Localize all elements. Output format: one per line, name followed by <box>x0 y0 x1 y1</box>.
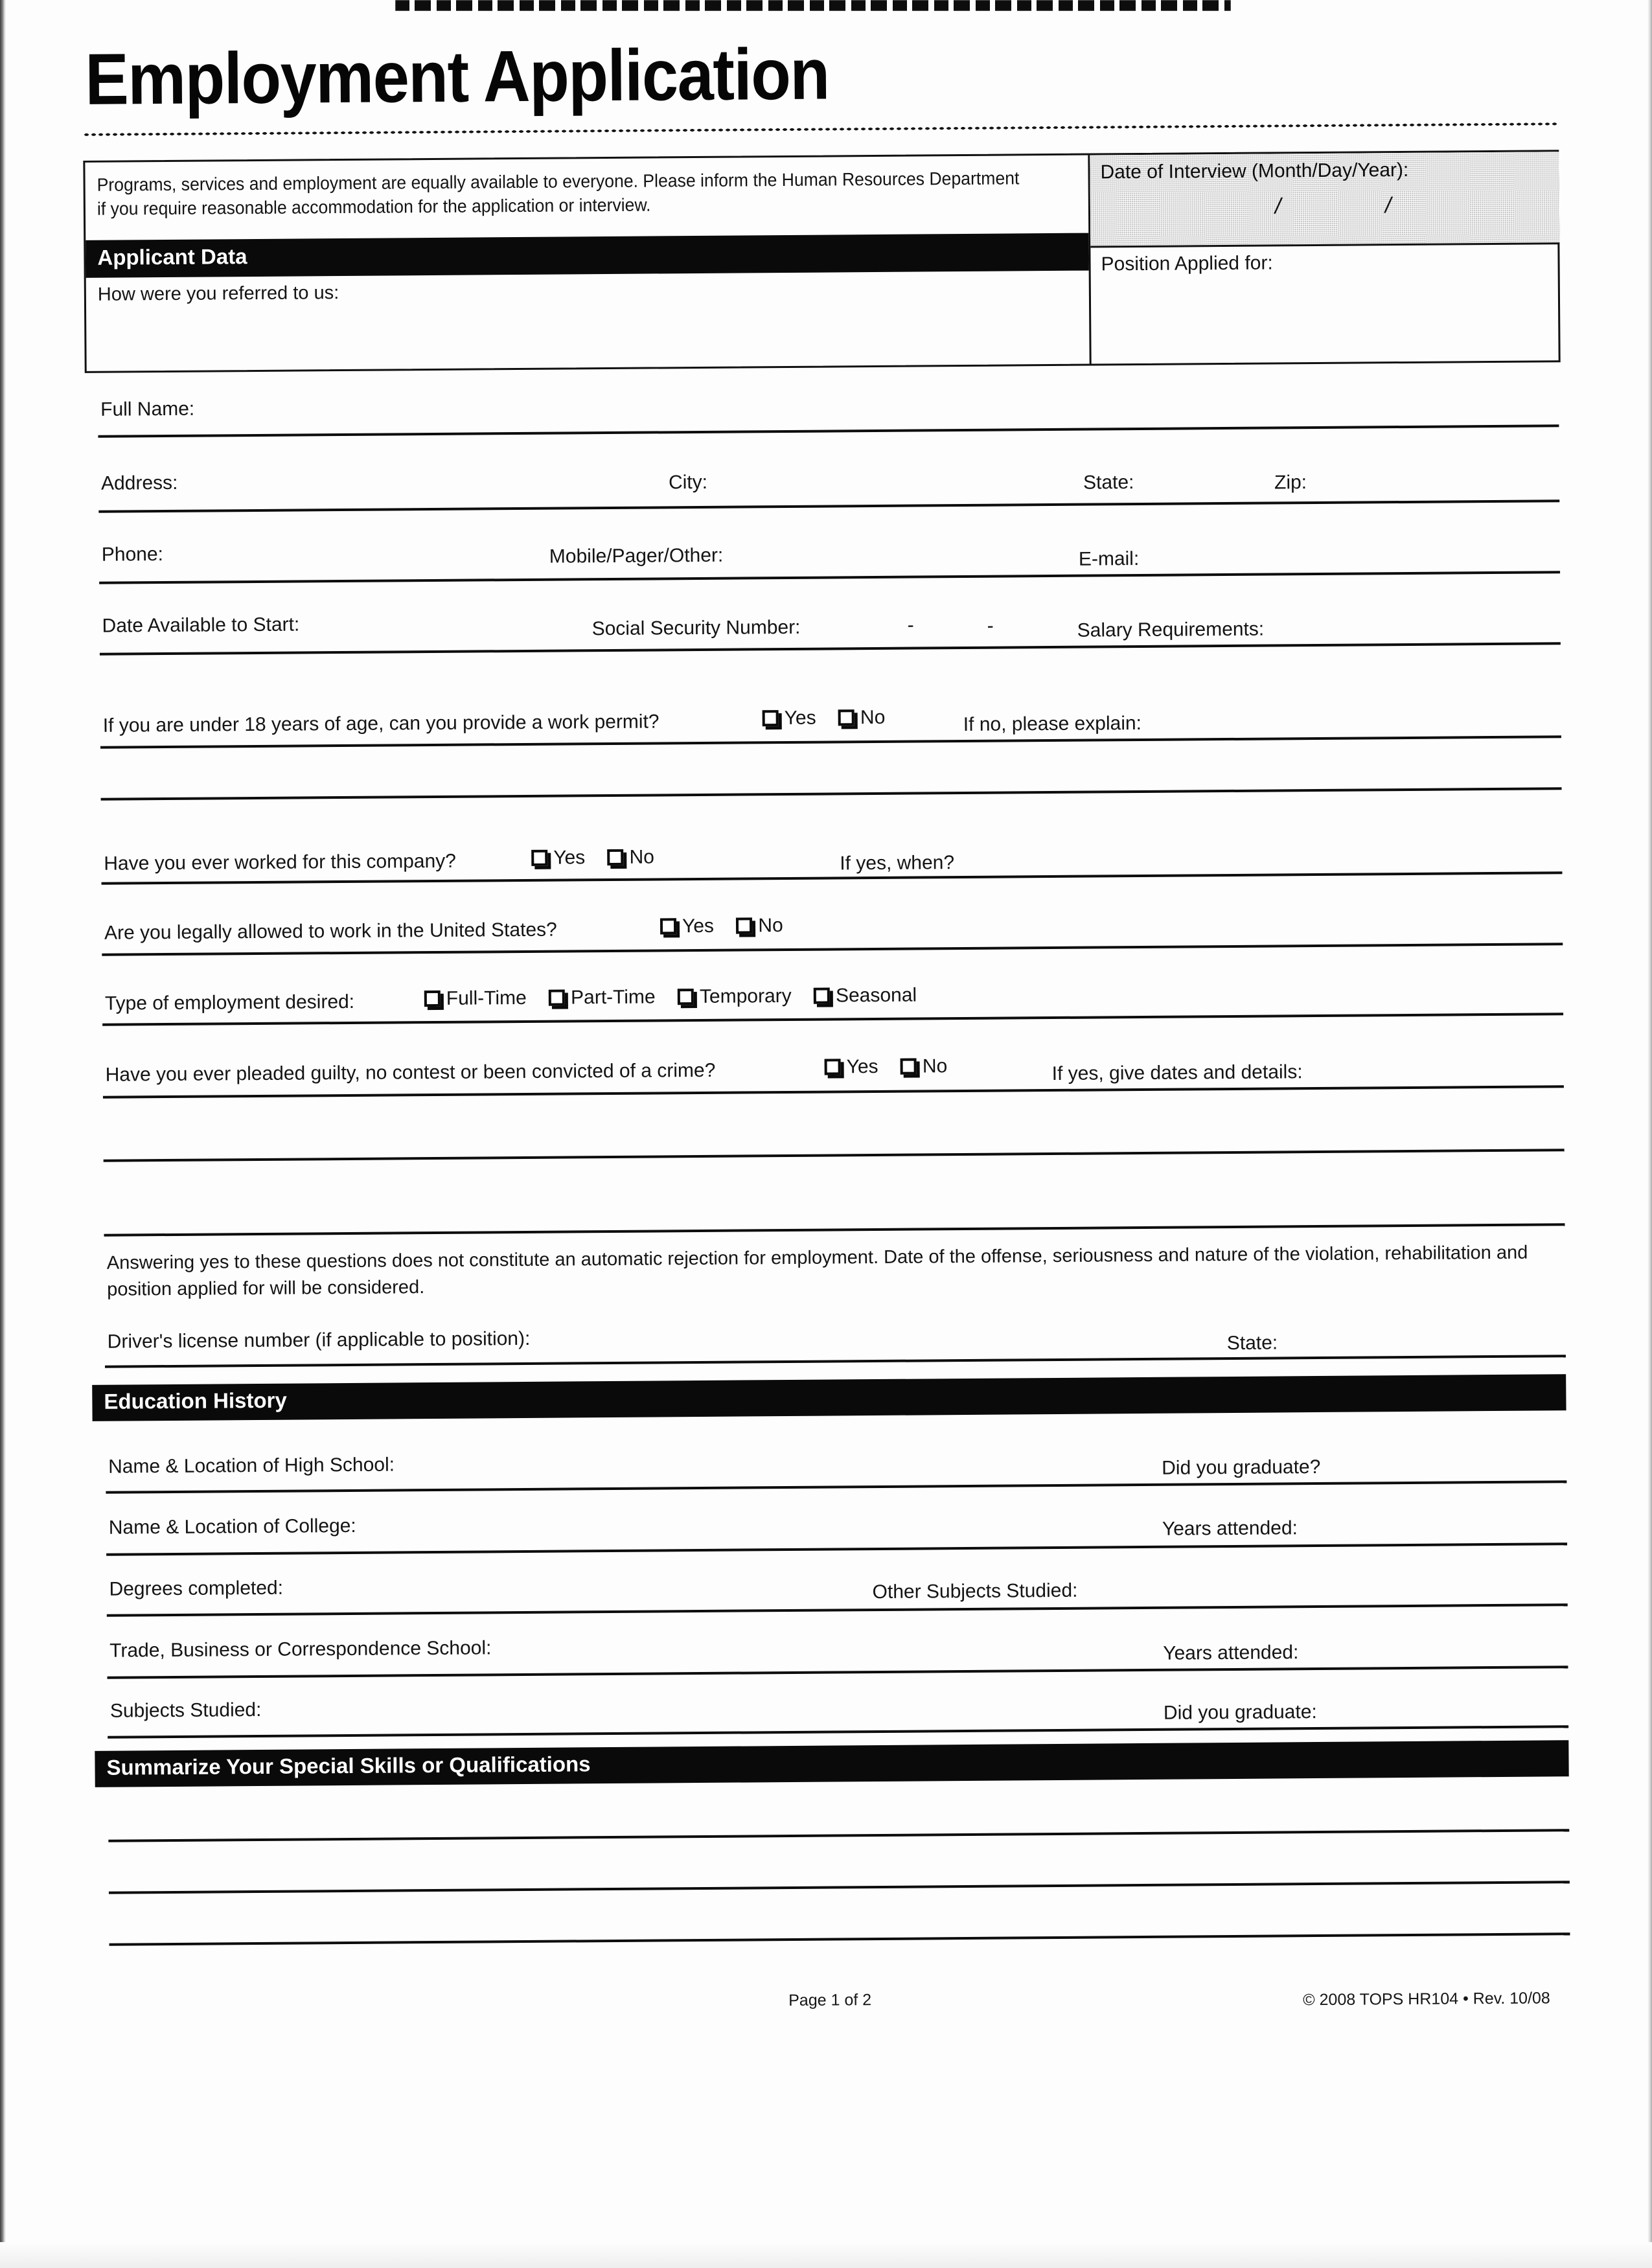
criminal-record-input-3[interactable] <box>104 1223 1565 1237</box>
work-permit-explain-input-2[interactable] <box>101 787 1562 801</box>
checkbox-legally-allowed-no[interactable] <box>736 917 752 934</box>
employment-type-question: Type of employment desired: <box>104 991 355 1014</box>
position-applied-label: Position Applied for: <box>1101 252 1273 275</box>
full-name-input[interactable] <box>98 424 1559 438</box>
checkbox-worked-before-yes[interactable] <box>531 850 547 866</box>
ssn-dash-2: - <box>987 615 994 637</box>
legally-allowed-no-label: No <box>758 915 783 937</box>
city-label: City: <box>668 471 708 494</box>
seasonal-label: Seasonal <box>835 984 917 1007</box>
full-name-label: Full Name: <box>100 398 195 420</box>
applicant-data-box <box>83 150 1560 373</box>
worked-before-choices[interactable] <box>531 846 671 869</box>
scan-edge-artifact-left <box>0 0 6 2268</box>
eeo-statement: Programs, services and employment are equally available to everyone. Please inform the Human Resources Department if you require reasonable accommodation for the application or interview. <box>97 168 1020 220</box>
mobile-label: Mobile/Pager/Other: <box>549 544 724 567</box>
checkbox-part-time[interactable] <box>549 990 565 1006</box>
checkbox-seasonal[interactable] <box>814 988 830 1004</box>
criminal-record-yes-label: Yes <box>846 1055 878 1078</box>
high-school-label: Name & Location of High School: <box>108 1454 395 1478</box>
legally-allowed-question: Are you legally allowed to work in the United States? <box>104 919 557 944</box>
special-skills-input-1[interactable] <box>108 1829 1569 1842</box>
worked-before-no-label: No <box>629 846 655 868</box>
checkbox-full-time[interactable] <box>424 991 441 1007</box>
employment-type-choices[interactable] <box>424 984 934 1010</box>
date-of-interview-label: Date of Interview (Month/Day/Year): <box>1100 159 1409 183</box>
date-of-interview-cell[interactable] <box>1090 152 1559 246</box>
trade-school-years-label: Years attended: <box>1163 1642 1299 1664</box>
state-label: State: <box>1083 472 1134 494</box>
page-title: Employment Application <box>84 33 830 120</box>
work-permit-question: If you are under 18 years of age, can you provide a work permit? <box>102 711 660 737</box>
ssn-dash-1: - <box>907 614 914 636</box>
scan-edge-artifact-bottom <box>0 2242 1652 2268</box>
education-history-heading: Education History <box>104 1388 287 1414</box>
high-school-graduate-label: Did you graduate? <box>1162 1456 1321 1479</box>
special-skills-input-3[interactable] <box>109 1932 1570 1946</box>
education-history-heading-bar <box>92 1374 1566 1421</box>
date-slash-2: / <box>1384 193 1392 218</box>
ssn-label: Social Security Number: <box>591 616 801 640</box>
trade-school-label: Trade, Business or Correspondence School: <box>109 1637 492 1662</box>
criminal-record-followup-label: If yes, give dates and details: <box>1051 1061 1303 1085</box>
checkbox-criminal-record-yes[interactable] <box>825 1059 841 1075</box>
checkbox-temporary[interactable] <box>678 989 694 1005</box>
full-time-label: Full-Time <box>446 987 527 1009</box>
criminal-record-disclaimer: Answering yes to these questions does not constitute an automatic rejection for employment. Date of the offense, seriousness and nature of the violation, rehabilitation and position applied for will be considered. <box>106 1242 1528 1300</box>
legally-allowed-choices[interactable] <box>660 915 800 938</box>
high-school-input[interactable] <box>106 1480 1566 1494</box>
salary-label: Salary Requirements: <box>1077 618 1265 641</box>
college-label: Name & Location of College: <box>108 1515 356 1539</box>
scan-edge-artifact-right <box>1647 0 1652 2268</box>
zip-label: Zip: <box>1274 472 1307 494</box>
phone-input[interactable] <box>99 571 1560 584</box>
trade-school-input[interactable] <box>108 1666 1568 1679</box>
applicant-data-heading: Applicant Data <box>97 244 247 269</box>
checkbox-work-permit-no[interactable] <box>838 709 855 726</box>
drivers-license-state-label: State: <box>1226 1332 1278 1355</box>
criminal-record-input-1[interactable] <box>103 1085 1564 1099</box>
work-permit-no-label: No <box>860 706 886 729</box>
subjects-graduate-label: Did you graduate: <box>1163 1701 1317 1724</box>
address-input[interactable] <box>98 499 1559 513</box>
employment-type-input[interactable] <box>102 1013 1563 1026</box>
worked-before-yes-label: Yes <box>553 847 586 869</box>
referred-label: How were you referred to us: <box>97 282 339 305</box>
phone-label: Phone: <box>101 544 164 566</box>
degrees-input[interactable] <box>107 1603 1568 1617</box>
applicant-data-heading-bar <box>86 233 1088 278</box>
page-number: Page 1 of 2 <box>788 1991 872 2010</box>
degrees-label: Degrees completed: <box>109 1577 284 1600</box>
other-subjects-label: Other Subjects Studied: <box>872 1579 1078 1603</box>
checkbox-criminal-record-no[interactable] <box>901 1059 917 1075</box>
copyright-notice: © 2008 TOPS HR104 • Rev. 10/08 <box>1303 1989 1550 2010</box>
title-dotted-divider <box>83 122 1557 137</box>
criminal-record-no-label: No <box>922 1055 948 1077</box>
date-available-input[interactable] <box>100 642 1561 656</box>
email-label: E-mail: <box>1078 548 1140 570</box>
checkbox-work-permit-yes[interactable] <box>763 710 779 726</box>
criminal-record-choices[interactable] <box>825 1055 965 1079</box>
worked-before-question: Have you ever worked for this company? <box>104 850 457 875</box>
drivers-license-input[interactable] <box>105 1355 1566 1368</box>
worked-before-input[interactable] <box>102 871 1563 885</box>
college-input[interactable] <box>106 1542 1567 1556</box>
college-years-label: Years attended: <box>1162 1517 1298 1540</box>
special-skills-input-2[interactable] <box>109 1881 1570 1894</box>
criminal-record-question: Have you ever pleaded guilty, no contest or been convicted of a crime? <box>105 1059 716 1086</box>
part-time-label: Part-Time <box>570 986 656 1009</box>
criminal-record-input-2[interactable] <box>104 1149 1565 1162</box>
date-slash-1: / <box>1274 194 1281 219</box>
checkbox-legally-allowed-yes[interactable] <box>660 918 676 934</box>
checkbox-worked-before-no[interactable] <box>607 849 623 865</box>
subjects-studied-label: Subjects Studied: <box>109 1699 262 1722</box>
work-permit-choices[interactable] <box>763 707 902 730</box>
special-skills-heading-bar <box>95 1740 1568 1787</box>
subjects-studied-input[interactable] <box>108 1725 1568 1739</box>
work-permit-yes-label: Yes <box>784 707 816 729</box>
worked-before-followup-label: If yes, when? <box>840 852 955 875</box>
address-label: Address: <box>100 472 178 494</box>
work-permit-followup-label: If no, please explain: <box>963 712 1142 736</box>
date-available-label: Date Available to Start: <box>102 613 300 637</box>
special-skills-heading: Summarize Your Special Skills or Qualifications <box>106 1752 591 1780</box>
drivers-license-label: Driver's license number (if applicable to position): <box>107 1327 531 1353</box>
temporary-label: Temporary <box>699 985 792 1007</box>
legally-allowed-yes-label: Yes <box>682 915 715 937</box>
work-permit-explain-input-1[interactable] <box>100 735 1561 749</box>
legally-allowed-input[interactable] <box>102 943 1563 956</box>
